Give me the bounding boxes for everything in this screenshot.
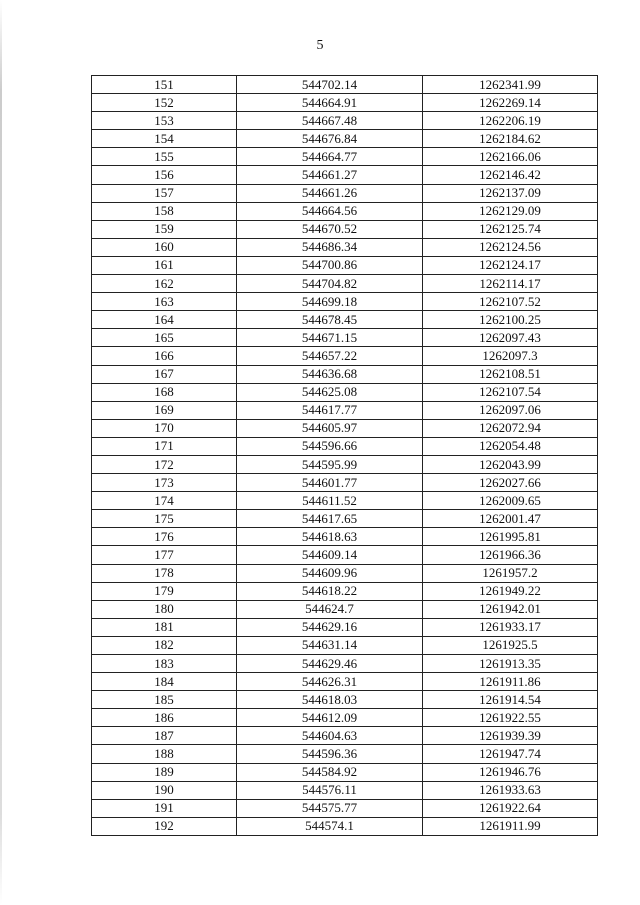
point-number-cell: 171 [92, 437, 237, 455]
table-row [92, 745, 598, 763]
point-number-cell: 188 [92, 745, 237, 763]
table-row [92, 582, 598, 600]
point-number-cell: 164 [92, 311, 237, 329]
table-row [92, 365, 598, 383]
table-row [92, 600, 598, 618]
table-row [92, 148, 598, 166]
x-coordinate-cell: 544617.65 [237, 510, 423, 528]
y-coordinate-cell: 1262269.14 [423, 94, 598, 112]
x-coordinate-cell: 544604.63 [237, 727, 423, 745]
table-row [92, 329, 598, 347]
point-number-cell: 181 [92, 618, 237, 636]
x-coordinate-cell: 544664.56 [237, 202, 423, 220]
table-row [92, 437, 598, 455]
y-coordinate-cell: 1262206.19 [423, 112, 598, 130]
x-coordinate-cell: 544596.66 [237, 437, 423, 455]
x-coordinate-cell: 544624.7 [237, 600, 423, 618]
x-coordinate-cell: 544700.86 [237, 256, 423, 274]
x-coordinate-cell: 544670.52 [237, 220, 423, 238]
y-coordinate-cell: 1262100.25 [423, 311, 598, 329]
point-number-cell: 177 [92, 546, 237, 564]
y-coordinate-cell: 1262124.17 [423, 256, 598, 274]
x-coordinate-cell: 544664.91 [237, 94, 423, 112]
x-coordinate-cell: 544671.15 [237, 329, 423, 347]
y-coordinate-cell: 1261939.39 [423, 727, 598, 745]
y-coordinate-cell: 1262184.62 [423, 130, 598, 148]
point-number-cell: 189 [92, 763, 237, 781]
point-number-cell: 180 [92, 600, 237, 618]
y-coordinate-cell: 1261933.17 [423, 618, 598, 636]
x-coordinate-cell: 544636.68 [237, 365, 423, 383]
y-coordinate-cell: 1261949.22 [423, 582, 598, 600]
y-coordinate-cell: 1262097.06 [423, 401, 598, 419]
table-row [92, 799, 598, 817]
point-number-cell: 179 [92, 582, 237, 600]
scan-edge [0, 0, 2, 905]
table-row [92, 546, 598, 564]
x-coordinate-cell: 544629.46 [237, 655, 423, 673]
x-coordinate-cell: 544601.77 [237, 474, 423, 492]
x-coordinate-cell: 544629.16 [237, 618, 423, 636]
x-coordinate-cell: 544676.84 [237, 130, 423, 148]
x-coordinate-cell: 544678.45 [237, 311, 423, 329]
point-number-cell: 174 [92, 492, 237, 510]
y-coordinate-cell: 1262072.94 [423, 419, 598, 437]
x-coordinate-cell: 544704.82 [237, 275, 423, 293]
point-number-cell: 162 [92, 275, 237, 293]
table-row [92, 618, 598, 636]
y-coordinate-cell: 1262124.56 [423, 238, 598, 256]
x-coordinate-cell: 544661.26 [237, 184, 423, 202]
x-coordinate-cell: 544605.97 [237, 419, 423, 437]
y-coordinate-cell: 1261957.2 [423, 564, 598, 582]
table-row [92, 76, 598, 94]
x-coordinate-cell: 544611.52 [237, 492, 423, 510]
point-number-cell: 156 [92, 166, 237, 184]
x-coordinate-cell: 544618.03 [237, 691, 423, 709]
page-number: 5 [316, 38, 324, 53]
point-number-cell: 176 [92, 528, 237, 546]
y-coordinate-cell: 1262146.42 [423, 166, 598, 184]
x-coordinate-cell: 544686.34 [237, 238, 423, 256]
point-number-cell: 175 [92, 510, 237, 528]
y-coordinate-cell: 1262043.99 [423, 455, 598, 473]
table-row [92, 275, 598, 293]
y-coordinate-cell: 1262129.09 [423, 202, 598, 220]
point-number-cell: 184 [92, 673, 237, 691]
table-row [92, 238, 598, 256]
y-coordinate-cell: 1261942.01 [423, 600, 598, 618]
point-number-cell: 190 [92, 781, 237, 799]
point-number-cell: 165 [92, 329, 237, 347]
x-coordinate-cell: 544575.77 [237, 799, 423, 817]
table-row [92, 220, 598, 238]
table-row [92, 492, 598, 510]
point-number-cell: 185 [92, 691, 237, 709]
y-coordinate-cell: 1261947.74 [423, 745, 598, 763]
point-number-cell: 152 [92, 94, 237, 112]
point-number-cell: 158 [92, 202, 237, 220]
x-coordinate-cell: 544584.92 [237, 763, 423, 781]
table-row [92, 727, 598, 745]
point-number-cell: 168 [92, 383, 237, 401]
table-row [92, 419, 598, 437]
x-coordinate-cell: 544612.09 [237, 709, 423, 727]
table-row [92, 781, 598, 799]
x-coordinate-cell: 544595.99 [237, 455, 423, 473]
point-number-cell: 167 [92, 365, 237, 383]
y-coordinate-cell: 1262114.17 [423, 275, 598, 293]
y-coordinate-cell: 1261911.99 [423, 817, 598, 835]
point-number-cell: 187 [92, 727, 237, 745]
table-row [92, 528, 598, 546]
coordinates-table [91, 75, 598, 836]
y-coordinate-cell: 1262097.3 [423, 347, 598, 365]
x-coordinate-cell: 544609.96 [237, 564, 423, 582]
y-coordinate-cell: 1261933.63 [423, 781, 598, 799]
y-coordinate-cell: 1262097.43 [423, 329, 598, 347]
x-coordinate-cell: 544625.08 [237, 383, 423, 401]
point-number-cell: 183 [92, 655, 237, 673]
x-coordinate-cell: 544574.1 [237, 817, 423, 835]
table-row [92, 564, 598, 582]
table-row [92, 709, 598, 727]
point-number-cell: 159 [92, 220, 237, 238]
x-coordinate-cell: 544576.11 [237, 781, 423, 799]
table-row [92, 130, 598, 148]
y-coordinate-cell: 1262341.99 [423, 76, 598, 94]
y-coordinate-cell: 1261925.5 [423, 636, 598, 654]
table-row [92, 311, 598, 329]
x-coordinate-cell: 544664.77 [237, 148, 423, 166]
point-number-cell: 191 [92, 799, 237, 817]
point-number-cell: 192 [92, 817, 237, 835]
y-coordinate-cell: 1262107.52 [423, 293, 598, 311]
point-number-cell: 186 [92, 709, 237, 727]
y-coordinate-cell: 1262108.51 [423, 365, 598, 383]
y-coordinate-cell: 1262107.54 [423, 383, 598, 401]
x-coordinate-cell: 544667.48 [237, 112, 423, 130]
y-coordinate-cell: 1261966.36 [423, 546, 598, 564]
y-coordinate-cell: 1262001.47 [423, 510, 598, 528]
point-number-cell: 153 [92, 112, 237, 130]
x-coordinate-cell: 544617.77 [237, 401, 423, 419]
table-row [92, 655, 598, 673]
table-row [92, 166, 598, 184]
point-number-cell: 161 [92, 256, 237, 274]
x-coordinate-cell: 544699.18 [237, 293, 423, 311]
point-number-cell: 157 [92, 184, 237, 202]
y-coordinate-cell: 1261922.64 [423, 799, 598, 817]
point-number-cell: 172 [92, 455, 237, 473]
x-coordinate-cell: 544626.31 [237, 673, 423, 691]
table-row [92, 184, 598, 202]
point-number-cell: 173 [92, 474, 237, 492]
table-row [92, 455, 598, 473]
y-coordinate-cell: 1262054.48 [423, 437, 598, 455]
table-row [92, 293, 598, 311]
table-row [92, 256, 598, 274]
point-number-cell: 151 [92, 76, 237, 94]
x-coordinate-cell: 544657.22 [237, 347, 423, 365]
table-row [92, 401, 598, 419]
y-coordinate-cell: 1262027.66 [423, 474, 598, 492]
y-coordinate-cell: 1261922.55 [423, 709, 598, 727]
point-number-cell: 169 [92, 401, 237, 419]
point-number-cell: 163 [92, 293, 237, 311]
point-number-cell: 155 [92, 148, 237, 166]
x-coordinate-cell: 544596.36 [237, 745, 423, 763]
table-row [92, 474, 598, 492]
x-coordinate-cell: 544702.14 [237, 76, 423, 94]
table-row [92, 510, 598, 528]
y-coordinate-cell: 1262166.06 [423, 148, 598, 166]
y-coordinate-cell: 1261913.35 [423, 655, 598, 673]
table-row [92, 763, 598, 781]
y-coordinate-cell: 1261995.81 [423, 528, 598, 546]
table-row [92, 112, 598, 130]
table-row [92, 691, 598, 709]
y-coordinate-cell: 1261946.76 [423, 763, 598, 781]
table-row [92, 94, 598, 112]
x-coordinate-cell: 544631.14 [237, 636, 423, 654]
y-coordinate-cell: 1261914.54 [423, 691, 598, 709]
point-number-cell: 160 [92, 238, 237, 256]
y-coordinate-cell: 1261911.86 [423, 673, 598, 691]
point-number-cell: 182 [92, 636, 237, 654]
y-coordinate-cell: 1262137.09 [423, 184, 598, 202]
point-number-cell: 170 [92, 419, 237, 437]
table-row [92, 636, 598, 654]
x-coordinate-cell: 544618.22 [237, 582, 423, 600]
y-coordinate-cell: 1262125.74 [423, 220, 598, 238]
x-coordinate-cell: 544609.14 [237, 546, 423, 564]
coordinates-table-body [92, 76, 598, 836]
table-row [92, 383, 598, 401]
point-number-cell: 154 [92, 130, 237, 148]
x-coordinate-cell: 544661.27 [237, 166, 423, 184]
point-number-cell: 166 [92, 347, 237, 365]
table-row [92, 673, 598, 691]
table-row [92, 817, 598, 835]
table-row [92, 347, 598, 365]
table-row [92, 202, 598, 220]
x-coordinate-cell: 544618.63 [237, 528, 423, 546]
y-coordinate-cell: 1262009.65 [423, 492, 598, 510]
point-number-cell: 178 [92, 564, 237, 582]
